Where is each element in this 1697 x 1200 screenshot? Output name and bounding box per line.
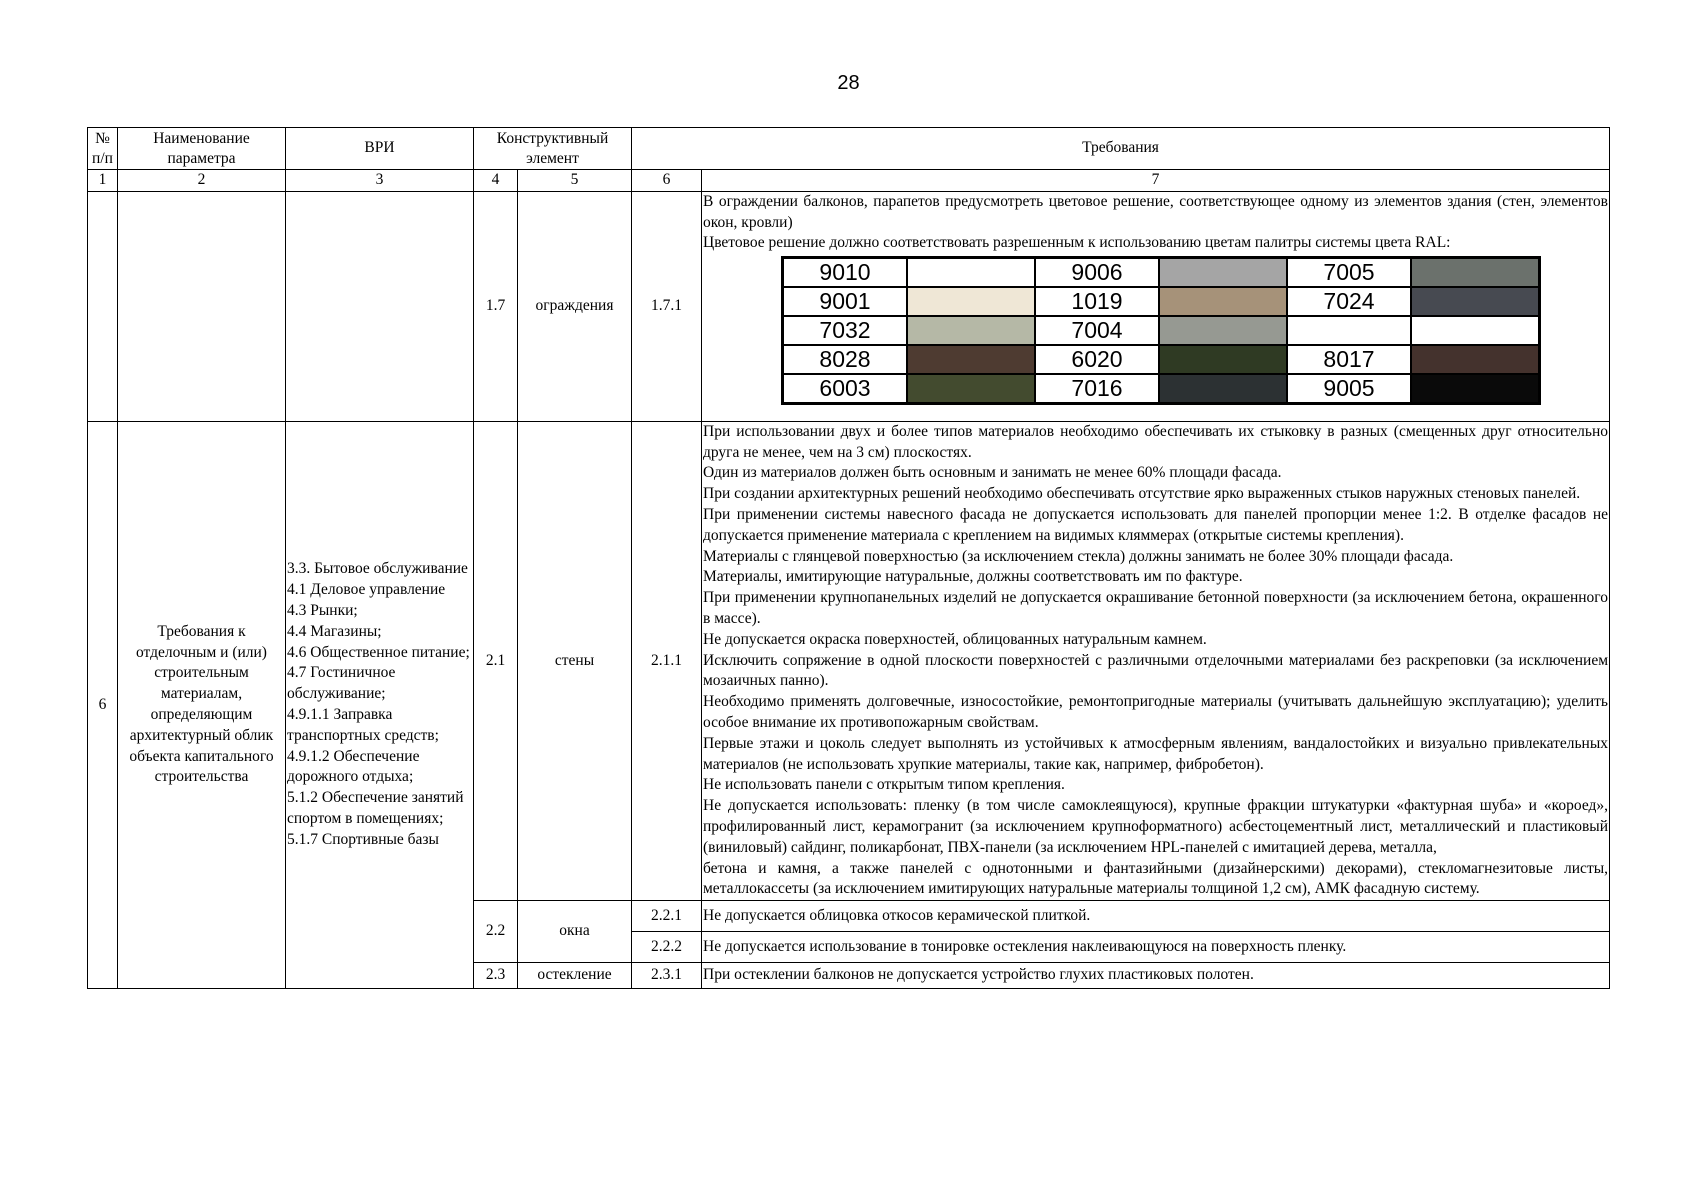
requirement-paragraph: бетона и камня, а также панелей с однотонными и фантазийными (дизайнерскими) декорами), стекломагнезитовые листы, металлокассеты (за исключением имитирующих натуральные материалы толщиной 1,2 см), АМК фасадную систему. [703,859,1609,898]
header-row [88,128,1610,170]
requirement-text: В ограждении балконов, парапетов предусмотреть цветовое решение, соответствующее одному из элементов здания (стен, элементов окон, кровли) [703,192,1609,231]
ral-code: 9005 [1287,374,1411,404]
ral-row [783,316,1540,345]
ral-swatch [1411,374,1540,404]
header-vri: ВРИ [286,128,474,170]
requirement-text: При остеклении балконов не допускается устройство глухих пластиковых полотен. [702,963,1610,989]
requirement-paragraph: Не допускается использовать: пленку (в том числе самоклеящуюся), крупные фракции штукатурки «фактурная шуба» и «короед», профилированный лист, керамогранит (за исключением крупноформатного) асбестоцементный лист, металлический и пластиковый (виниловый) сайдинг, поликарбонат, ПВХ-панели (за исключением HPL-панелей с имитацией дерева, металла, [703,797,1609,856]
vri-item: 5.1.2 Обеспечение занятий спортом в помещениях; [287,789,464,827]
requirement-text: Не допускается облицовка откосов керамической плиткой. [702,901,1610,932]
ral-code: 7024 [1287,287,1411,316]
element-name: остекление [518,963,632,989]
requirement-text: Не допускается использование в тонировке остекления наклеивающуюся на поверхность пленку. [702,932,1610,963]
ral-code: 7005 [1287,258,1411,288]
element-code: 2.3 [474,963,518,989]
requirement-paragraph: Один из материалов должен быть основным и занимать не менее 60% площади фасада. [703,464,1282,482]
ral-code: 6003 [783,374,908,404]
ral-row [783,258,1540,288]
item-code: 2.1.1 [632,421,702,900]
requirement-paragraph: Материалы, имитирующие натуральные, должны соответствовать им по фактуре. [703,568,1243,586]
row-vri-empty [286,191,474,421]
requirement-text: Цветовое решение должно соответствовать разрешенным к использованию цветам палитры системы цвета RAL: [703,234,1451,252]
col-number: 2 [118,170,286,192]
ral-code: 8017 [1287,345,1411,374]
vri-item: 4.1 Деловое управление [287,581,446,599]
vri-list [286,421,474,988]
requirement-paragraph: Первые этажи и цоколь следует выполнять из устойчивых к атмосферным явлениям, вандалостойких и визуально привлекательных материалов (не использовать хрупкие материалы, такие как, например, фибробетон). [703,734,1609,773]
element-code: 1.7 [474,191,518,421]
ral-code: 9006 [1035,258,1159,288]
col-number: 6 [632,170,702,192]
walls-row [88,421,1610,900]
requirement-paragraph: Исключить сопряжение в одной плоскости поверхностей с различными отделочными материалами без раскреповки (за исключением мозаичных панно). [703,651,1609,690]
ral-code: 6020 [1035,345,1159,374]
vri-item: 4.9.1.2 Обеспечение дорожного отдыха; [287,747,420,786]
row-num-empty [88,191,118,421]
ral-code [1287,316,1411,345]
ral-swatch [1411,316,1540,345]
parameter-name: Требования к отделочным и (или) строительным материалам, определяющим архитектурный облик объекта капитального строительства [118,421,286,988]
vri-item: 5.1.7 Спортивные базы [287,830,439,848]
ral-swatch [1159,316,1287,345]
row-num: 6 [88,421,118,988]
ral-swatch [907,287,1035,316]
item-code: 2.2.2 [632,932,702,963]
walls-requirements [702,421,1610,900]
ral-code: 7032 [783,316,908,345]
col-number: 1 [88,170,118,192]
ral-swatch [1411,258,1540,288]
fencing-row [88,191,1610,421]
ral-code: 7016 [1035,374,1159,404]
col-number: 3 [286,170,474,192]
ral-code: 9001 [783,287,908,316]
column-number-row [88,170,1610,192]
col-number: 4 [474,170,518,192]
element-name: ограждения [518,191,632,421]
requirement-paragraph: При создании архитектурных решений необходимо обеспечивать отсутствие ярко выраженных стыков наружных стеновых панелей. [703,485,1581,503]
ral-swatch [907,374,1035,404]
element-code: 2.1 [474,421,518,900]
vri-item: 4.3 Рынки; [287,601,358,619]
requirement-paragraph: Необходимо применять долговечные, износостойкие, ремонтопригодные материалы (учитывать дальнейшую эксплуатацию); уделить особое внимание их противопожарным свойствам. [703,693,1609,731]
header-name: Наименование параметра [118,128,286,170]
ral-row [783,287,1540,316]
header-num: № п/п [88,128,118,170]
ral-palette [781,256,1541,405]
element-name: окна [518,901,632,963]
ral-code: 7004 [1035,316,1159,345]
ral-row [783,374,1540,404]
fencing-requirements [702,191,1610,421]
ral-swatch [1411,345,1540,374]
vri-item: 4.6 Общественное питание; [287,643,470,661]
element-code: 2.2 [474,901,518,963]
requirement-paragraph: Не использовать панели с открытым типом крепления. [703,776,1065,794]
requirement-paragraph: Материалы с глянцевой поверхностью (за исключением стекла) должны занимать не более 30% площади фасада. [703,547,1454,565]
ral-code: 1019 [1035,287,1159,316]
ral-swatch [1159,258,1287,288]
item-code: 2.3.1 [632,963,702,989]
requirement-paragraph: При использовании двух и более типов материалов необходимо обеспечивать их стыковку в разных (смещенных друг относительно друга не менее, чем на 3 см) плоскостях. [703,422,1609,461]
requirement-paragraph: Не допускается окраска поверхностей, облицованных натуральным камнем. [703,630,1207,648]
vri-item: 4.4 Магазины; [287,622,382,640]
requirement-paragraph: При применении системы навесного фасада не допускается использовать для панелей пропорции менее 1:2. В отделке фасадов не допускается применение материала с креплением на видимых кляммерах (открытые системы крепления). [703,505,1609,544]
ral-row [783,345,1540,374]
ral-code: 8028 [783,345,908,374]
ral-swatch [1411,287,1540,316]
requirement-paragraph: При применении крупнопанельных изделий не допускается окрашивание бетонной поверхности (за исключением бетона, окрашенного в массе). [703,589,1609,627]
header-element: Конструктивный элемент [474,128,632,170]
ral-swatch [907,316,1035,345]
ral-code: 9010 [783,258,908,288]
element-name: стены [518,421,632,900]
item-code: 2.2.1 [632,901,702,932]
requirements-table [87,127,1610,989]
ral-swatch [1159,345,1287,374]
ral-swatch [1159,374,1287,404]
col-number: 7 [702,170,1610,192]
ral-swatch [1159,287,1287,316]
row-name-empty [118,191,286,421]
vri-item: 4.9.1.1 Заправка транспортных средств; [287,705,439,744]
ral-swatch [907,258,1035,288]
header-requirements: Требования [632,128,1610,170]
vri-item: 3.3. Бытовое обслуживание [287,560,468,578]
page-number: 28 [837,72,860,94]
item-code: 1.7.1 [632,191,702,421]
vri-item: 4.7 Гостиничное обслуживание; [287,664,396,703]
col-number: 5 [518,170,632,192]
ral-swatch [907,345,1035,374]
